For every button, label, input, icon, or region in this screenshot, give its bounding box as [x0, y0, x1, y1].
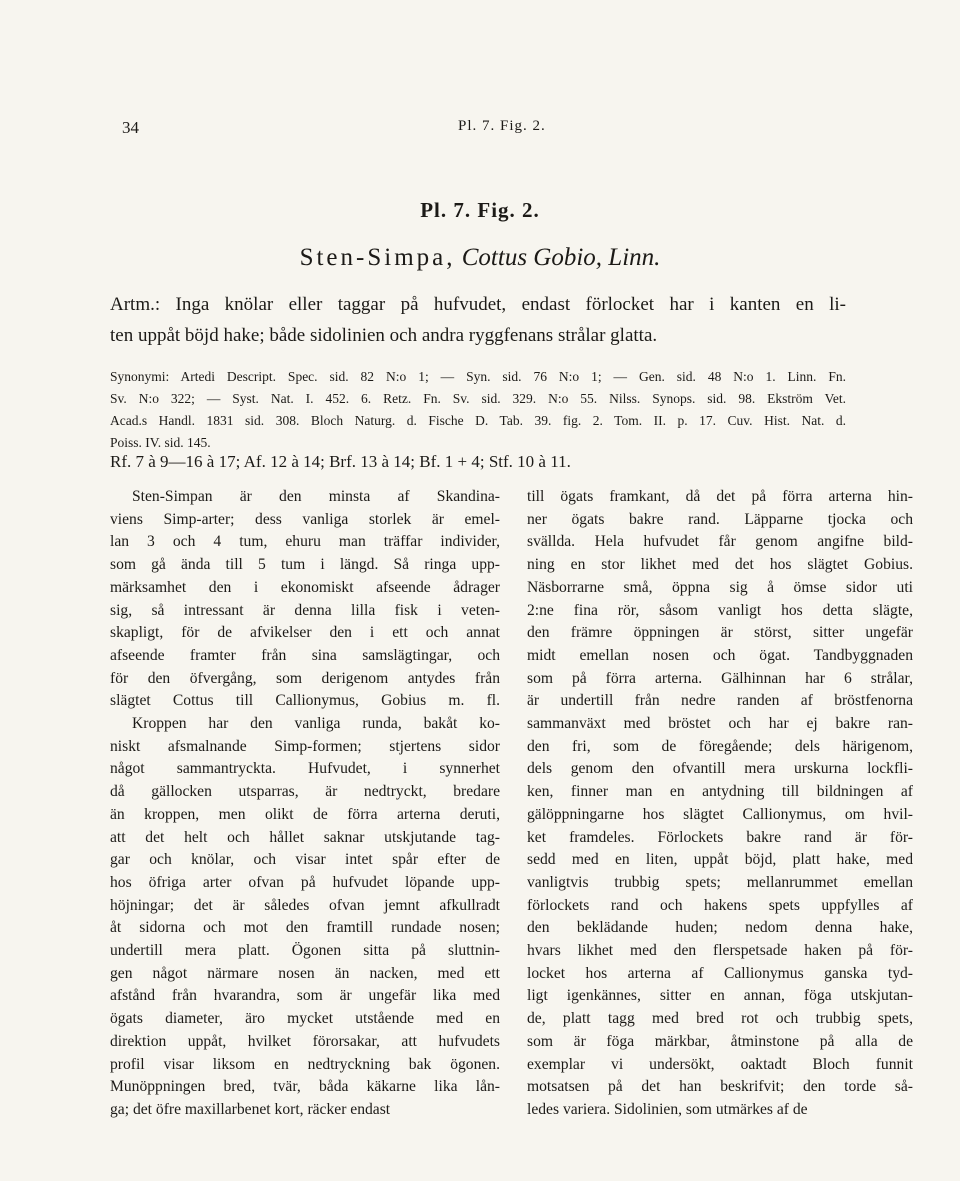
text-line: är undertill från nedre randen af bröstfenorna: [527, 692, 913, 710]
species-diagnosis: [110, 289, 846, 351]
text-line: märksamhet den i ekonomiskt afseende ådrager: [110, 578, 500, 596]
text-line: som på förra arterna. Gälhinnan har 6 strålar,: [527, 669, 913, 687]
text-line: den fri, som de föregående; dels härigenom,: [527, 737, 913, 755]
text-line: gen något närmare nosen än nacken, med ett: [110, 964, 500, 982]
plate-figure-heading: Pl. 7. Fig. 2.: [420, 198, 540, 222]
text-line: ner ögats bakre rand. Läpparne tjocka och: [527, 510, 913, 528]
diagnosis-line: ten uppåt böjd hake; både sidolinien och andra ryggfenans strålar glatta.: [110, 325, 658, 346]
synonymy: [110, 366, 846, 454]
text-line: exemplar vi undersökt, oaktadt Bloch funnit: [527, 1055, 913, 1073]
text-line: sedd med en liten, uppåt böjd, platt hake, med: [527, 851, 913, 869]
synonymy-line: Acad.s Handl. 1831 sid. 308. Bloch Naturg. d. Fische D. Tab. 39. fig. 2. Tom. II. p. 17. Cuv. Hist. Nat. d.: [110, 413, 846, 428]
swedish-name: Sten-Simpa,: [299, 244, 456, 271]
text-line: lan 3 och 4 tum, ehuru man träffar individer,: [110, 533, 500, 551]
page-number: 34: [122, 118, 139, 137]
text-line: något sammantryckta. Hufvudet, i synnerhet: [110, 760, 500, 778]
text-line: niskt afsmalnande Simp-formen; stjertens sidor: [110, 737, 500, 755]
text-line: sig, så intressant är denna lilla fisk i veten-: [110, 601, 500, 619]
text-line: Näsborrarne små, öppna sig å ömse sidor uti: [527, 578, 913, 596]
text-line: ögats diameter, äro mycket utstående med en: [110, 1010, 500, 1028]
text-line: gar och knölar, och visar intet spår efter de: [110, 851, 500, 869]
fin-formula: Rf. 7 à 9—16 à 17; Af. 12 à 14; Brf. 13 à 14; Bf. 1 + 4; Stf. 10 à 11.: [110, 452, 571, 471]
latin-name: Cottus Gobio, Linn.: [461, 244, 661, 271]
text-line: än kroppen, men olikt de förra arterna deruti,: [110, 805, 500, 823]
text-line: ket framdeles. Förlockets bakre rand är för-: [527, 828, 913, 846]
text-line: locket hos arterna af Callionymus ganska tyd-: [527, 964, 913, 982]
text-line: motsatsen på det han beskrifvit; den torde så-: [527, 1078, 913, 1096]
text-line: förlockets rand och hakens spets uppfylles af: [527, 896, 913, 914]
text-line: hvars likhet med den flerspetsade haken på för-: [527, 942, 913, 960]
text-line: då gällocken utsparras, är nedtryckt, bredare: [110, 783, 500, 801]
text-line: den beklädande huden; nedom denna hake,: [527, 919, 913, 937]
text-line: slägtet Cottus till Callionymus, Gobius m. fl.: [110, 692, 500, 710]
text-line: som är föga märkbar, åtminstone på alla de: [527, 1032, 913, 1050]
text-line: Sten-Simpan är den minsta af Skandina-: [132, 488, 500, 505]
synonymy-line: Synonymi: Artedi Descript. Spec. sid. 82 N:o 1; — Syn. sid. 76 N:o 1; — Gen. sid. 48 N:o 1. Linn. Fn.: [110, 369, 846, 384]
right-column: [527, 486, 913, 1122]
text-line: svällda. Hela hufvudet får genom angifne bild-: [527, 533, 913, 551]
text-line: att det helt och hållet saknar utskjutande tag-: [110, 828, 500, 846]
text-line: viens Simp-arter; dess vanliga storlek är emel-: [110, 510, 500, 528]
text-line: sammanväxt med bröstet och har ej bakre ran-: [527, 715, 913, 733]
text-line: höjningar; det är således ofvan jemnt afkullradt: [110, 896, 500, 914]
text-line: till ögats framkant, då det på förra arterna hin-: [527, 488, 913, 505]
text-line: för den öfvergång, som derigenom antydes från: [110, 669, 500, 687]
text-line: ligt igenkännes, sitter en annan, föga utskjutan-: [527, 987, 913, 1005]
text-line: åt sidorna och mot den framtill rundade nosen;: [110, 919, 500, 937]
left-column: [110, 486, 500, 1122]
text-line: gälöppningarne hos slägtet Callionymus, om hvil-: [527, 805, 913, 823]
diagnosis-line: Artm.: Inga knölar eller taggar på hufvudet, endast förlocket har i kanten en li-: [110, 294, 846, 315]
synonymy-line: Sv. N:o 322; — Syst. Nat. I. 452. 6. Retz. Fn. Sv. sid. 329. N:o 55. Nilss. Synops. sid. 98. Ekström Vet.: [110, 391, 846, 406]
synonymy-line: Poiss. IV. sid. 145.: [110, 435, 211, 450]
text-line: 2:ne fina rör, såsom vanligt hos detta slägte,: [527, 601, 913, 619]
text-line: Munöppningen bred, tvär, båda käkarne lika lån-: [110, 1078, 500, 1096]
text-line: hos öfriga arter ofvan på hufvudet löpande upp-: [110, 873, 500, 891]
text-line: ledes variera. Sidolinien, som utmärkes af de: [527, 1100, 808, 1118]
text-line: den främre öppningen är störst, sitter ungefär: [527, 624, 913, 642]
text-line: afstånd från hvarandra, som är ungefär lika med: [110, 987, 500, 1005]
text-line: skapligt, för de afvikelser den i ett och annat: [110, 624, 500, 642]
text-line: de, platt tagg med bred rot och trubbig spets,: [527, 1010, 913, 1028]
species-title: [0, 244, 960, 272]
text-line: direktion uppåt, hvilket förorsakar, att hufvudets: [110, 1032, 500, 1050]
text-line: Kroppen har den vanliga runda, bakåt ko-: [132, 715, 500, 733]
text-line: undertill mera platt. Ögonen sitta på sluttnin-: [110, 942, 500, 960]
text-line: dels genom den ofvantill mera urskurna lockfli-: [527, 760, 913, 778]
text-line: afseende framter från sina samslägtingar, och: [110, 646, 500, 664]
text-line: vanligtvis trubbig spets; mellanrummet emellan: [527, 873, 913, 891]
text-line: ga; det öfre maxillarbenet kort, räcker endast: [110, 1100, 391, 1118]
text-line: profil visar liksom en nedtryckning bak ögonen.: [110, 1055, 500, 1073]
text-line: ken, finner man en antydning till bildningen af: [527, 783, 913, 801]
text-line: midt emellan nosen och ögat. Tandbyggnaden: [527, 646, 913, 664]
text-line: ning en stor likhet med det hos slägtet Gobius.: [527, 556, 913, 574]
running-head: Pl. 7. Fig. 2.: [458, 118, 546, 134]
text-line: som gå ända till 5 tum i längd. Så ringa upp-: [110, 556, 500, 574]
